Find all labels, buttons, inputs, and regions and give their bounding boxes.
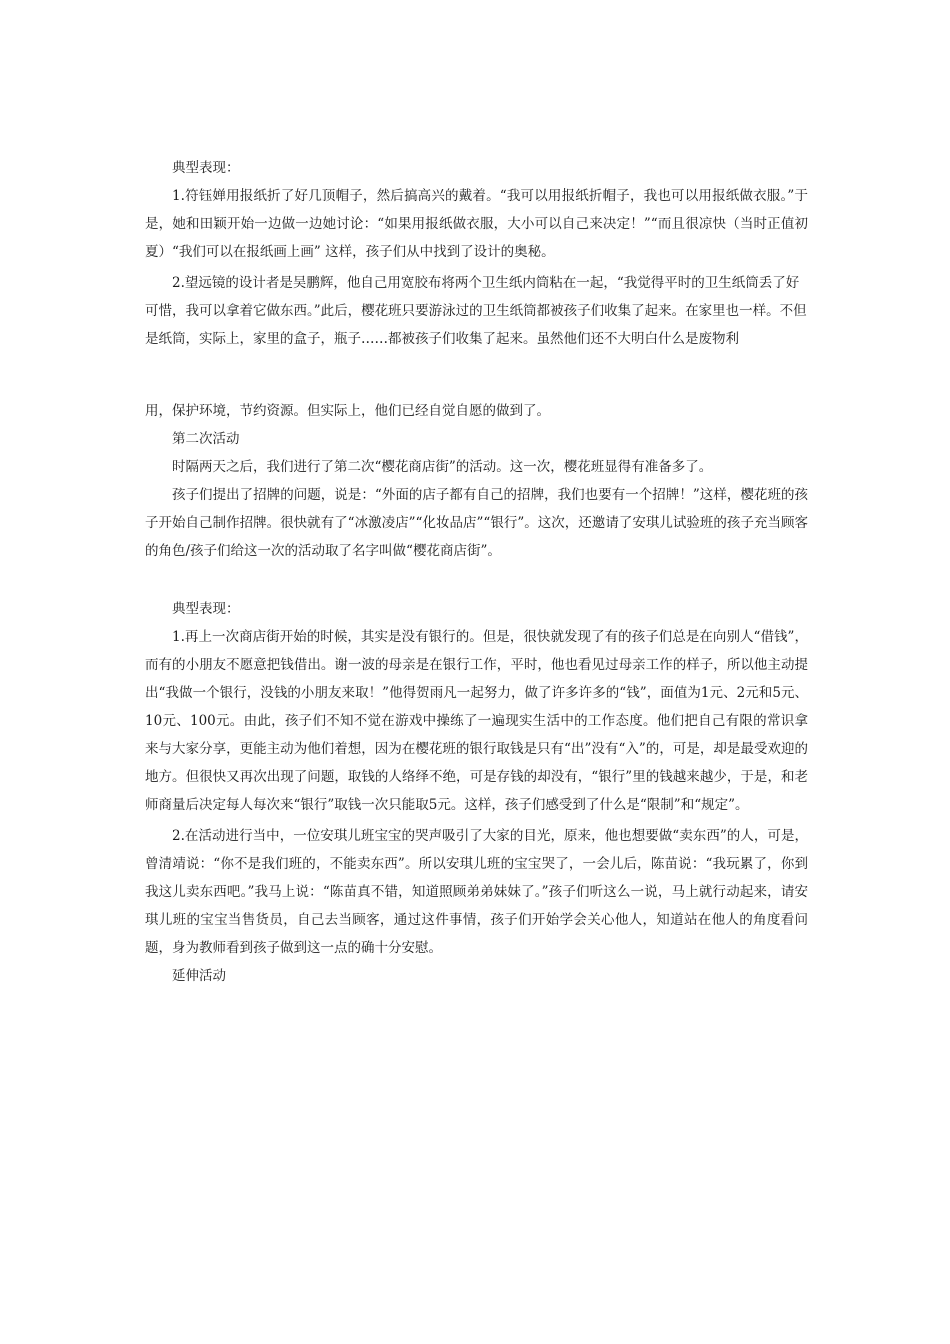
paragraph-crying-baby: 2.在活动进行当中，一位安琪儿班宝宝的哭声吸引了大家的目光，原来，他也想要做“卖东西”的人，可是，曾清靖说：“你不是我们班的，不能卖东西”。所以安琪儿班的宝宝哭了，一会儿后，陈苗说：“我玩累了，你到我这儿卖东西吧。”我马上说：“陈苗真不错，知道照顾弟弟妹妹了。”孩子们听这么一说，马上就行动起来，请安琪儿班的宝宝当售货员，自己去当顾客，通过这件事情，孩子们开始学会关心他人，知道站在他人的角度看问题，身为教师看到孩子做到这一点的确十分安慰。: [145, 828, 808, 956]
document-body: [145, 154, 808, 990]
section-heading-typical-1: 典型表现：: [172, 160, 240, 176]
section-heading-extension-activity: 延伸活动: [172, 968, 226, 984]
page-break-gap: [145, 353, 808, 397]
section-gap: [145, 565, 808, 595]
paragraph-telescope-part2: 用，保护环境，节约资源。但实际上，他们已经自觉自愿的做到了。: [145, 403, 550, 419]
section-heading-second-activity: 第二次活动: [172, 431, 240, 447]
paragraph-bank: 1.再上一次商店街开始的时候，其实是没有银行的。但是，很快就发现了有的孩子们总是在向别人“借钱”，而有的小朋友不愿意把钱借出。谢一波的母亲是在银行工作，平时，他也看见过母亲工作的样子，所以他主动提出“我做一个银行，没钱的小朋友来取！”他得贺雨凡一起努力，做了许多许多的“钱”，面值为1元、2元和5元、10元、100元。由此，孩子们不知不觉在游戏中操练了一遍现实生活中的工作态度。他们把自己有限的常识拿来与大家分享，更能主动为他们着想，因为在樱花班的银行取钱是只有“出”没有“入”的，可是，却是最受欢迎的地方。但很快又再次出现了问题，取钱的人络绎不绝，可是存钱的却没有，“银行”里的钱越来越少，于是，和老师商量后决定每人每次来“银行”取钱一次只能取5元。这样，孩子们感受到了什么是“限制”和“规定”。: [145, 629, 808, 813]
paragraph-telescope-part1: 2.望远镜的设计者是吴鹏辉，他自己用宽胶布将两个卫生纸内筒粘在一起，“我觉得平时的卫生纸筒丢了好可惜，我可以拿着它做东西。”此后，樱花班只要游泳过的卫生纸筒都被孩子们收集了起来。在家里也一样。不但是纸筒，实际上，家里的盒子，瓶子……都被孩子们收集了起来。虽然他们还不大明白什么是废物利: [145, 275, 807, 347]
paragraph-newspaper-hats: 1.符钰婵用报纸折了好几顶帽子，然后搞高兴的戴着。“我可以用报纸折帽子，我也可以用报纸做衣服。”于是，她和田颖开始一边做一边她讨论：“如果用报纸做衣服，大小可以自己来决定！”“而且很凉快（当时正值初夏）“我们可以在报纸画上画” 这样，孩子们从中找到了设计的奥秘。: [145, 188, 808, 260]
section-heading-typical-2: 典型表现：: [172, 601, 240, 617]
paragraph-signboards: 孩子们提出了招牌的问题，说是：“外面的店子都有自己的招牌，我们也要有一个招牌！”这样，樱花班的孩子开始自己制作招牌。很快就有了“冰激凌店”“化妆品店”“银行”。这次，还邀请了安琪儿试验班的孩子充当顾客的角色/孩子们给这一次的活动取了名字叫做“樱花商店街”。: [145, 487, 808, 559]
paragraph-second-activity-intro: 时隔两天之后，我们进行了第二次“樱花商店街”的活动。这一次，樱花班显得有准备多了。: [172, 459, 713, 475]
